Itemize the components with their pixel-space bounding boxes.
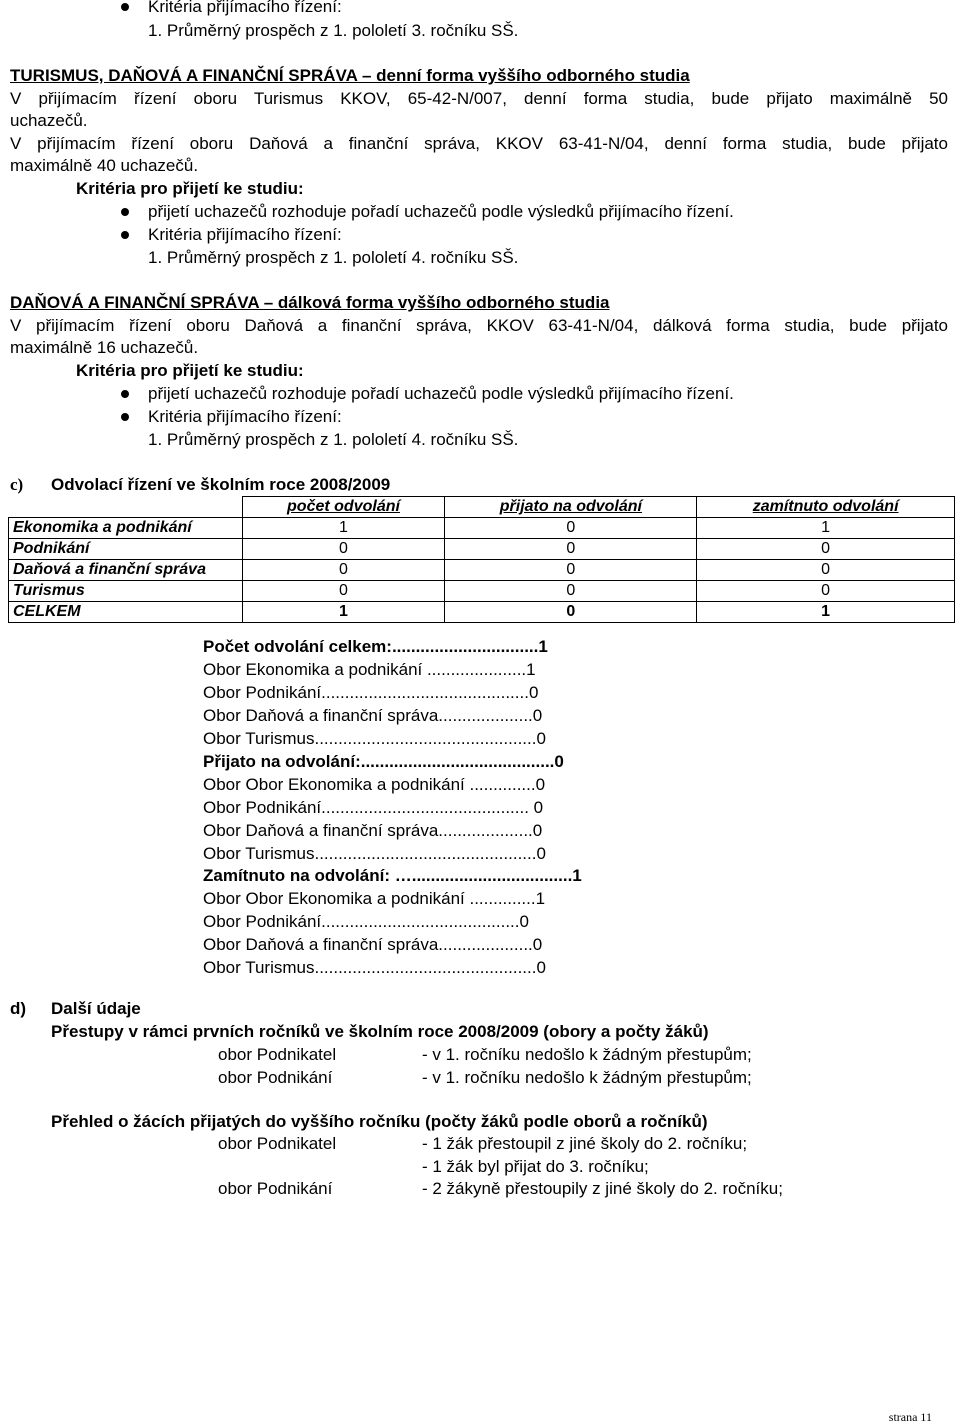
table-cell: 0 [242,539,445,560]
summary-line: Přijato na odvolání:.........................................0 [203,752,564,771]
summary-line: Obor Daňová a finanční správa....................0 [203,935,543,954]
paragraph-line: maximálně 40 uchazečů. [10,156,199,175]
bullet-dot [121,231,129,239]
table-cell: CELKEM [9,602,243,623]
section-heading: DAŇOVÁ A FINANČNÍ SPRÁVA – dálková forma vyššího odborného studia [10,293,610,312]
table-cell: Podnikání [9,539,243,560]
summary-line: Obor Podnikání............................................0 [203,683,539,702]
criteria-title: Kritéria pro přijetí ke studiu: [76,361,304,380]
page-number: strana 11 [888,1410,932,1424]
table-header: počet odvolání [242,497,445,518]
table-header-empty [9,497,243,518]
row-label: obor Podnikatel [218,1045,337,1064]
bullet-dot [121,3,129,11]
paragraph-line: V přijímacím řízení oboru Turismus KKOV, 65-42-N/007, denní forma studia, bude přijato maximálně 50 [10,89,948,108]
bullet-text: Kritéria přijímacího řízení: [148,407,342,426]
table-row [9,560,955,581]
summary-line: Obor Daňová a finanční správa....................0 [203,821,543,840]
appeals-table [8,496,955,623]
table-cell: 1 [242,518,445,539]
table-cell: 1 [697,602,955,623]
summary-line: Zamítnuto na odvolání: …..................................1 [203,866,582,885]
table-cell: 0 [445,560,697,581]
row-text: - 1 žák byl přijat do 3. ročníku; [422,1157,649,1176]
summary-line: Obor Turismus...............................................0 [203,958,546,977]
summary-line: Obor Obor Ekonomika a podnikání ..............0 [203,775,546,794]
criteria-line: 1. Průměrný prospěch z 1. pololetí 3. ročníku SŠ. [148,21,519,40]
criteria-line: 1. Průměrný prospěch z 1. pololetí 4. ročníku SŠ. [148,430,519,449]
criteria-label: Kritéria přijímacího řízení: [148,0,342,16]
section-title: Další údaje [51,999,141,1018]
row-text: - 2 žákyně přestoupily z jiné školy do 2. ročníku; [422,1179,783,1198]
summary-line: Obor Obor Ekonomika a podnikání ..............1 [203,889,546,908]
table-total-row [9,602,955,623]
table-header: přijato na odvolání [445,497,697,518]
table-header-row [9,497,955,518]
summary-line: Obor Daňová a finanční správa....................0 [203,706,543,725]
section-marker: d) [10,999,27,1018]
row-label: obor Podnikatel [218,1134,337,1153]
summary-line: Počet odvolání celkem:...............................1 [203,637,548,656]
table-row [9,581,955,602]
summary-line: Obor Podnikání..........................................0 [203,912,529,931]
section-title: Odvolací řízení ve školním roce 2008/2009 [51,475,391,494]
section-heading: TURISMUS, DAŇOVÁ A FINANČNÍ SPRÁVA – denní forma vyššího odborného studia [10,66,690,85]
paragraph-line: uchazečů. [10,111,88,130]
bullet-dot [121,208,129,216]
summary-line: Obor Ekonomika a podnikání .....................1 [203,660,536,679]
table-cell: Turismus [9,581,243,602]
subsection-title: Přehled o žácích přijatých do vyššího ročníku (počty žáků podle oborů a ročníků) [51,1112,708,1131]
summary-line: Obor Turismus...............................................0 [203,844,546,863]
bullet-dot [121,413,129,421]
table-cell: 1 [697,518,955,539]
table-row [9,518,955,539]
bullet-text: Kritéria přijímacího řízení: [148,225,342,244]
paragraph-line: V přijímacím řízení oboru Daňová a finanční správa, KKOV 63-41-N/04, dálková forma studia, bude přijato [10,316,948,335]
table-cell: Daňová a finanční správa [9,560,243,581]
table-cell: 1 [242,602,445,623]
table-cell: Ekonomika a podnikání [9,518,243,539]
criteria-line: 1. Průměrný prospěch z 1. pololetí 4. ročníku SŠ. [148,248,519,267]
summary-line: Obor Turismus...............................................0 [203,729,546,748]
table-header: zamítnuto odvolání [697,497,955,518]
bullet-text: přijetí uchazečů rozhoduje pořadí uchazečů podle výsledků přijímacího řízení. [148,384,734,403]
summary-line: Obor Podnikání............................................ 0 [203,798,544,817]
paragraph-line: V přijímacím řízení oboru Daňová a finanční správa, KKOV 63-41-N/04, denní forma studia, bude přijato [10,134,948,153]
table-cell: 0 [697,539,955,560]
table-cell: 0 [242,560,445,581]
row-text: - 1 žák přestoupil z jiné školy do 2. ročníku; [422,1134,748,1153]
table-cell: 0 [697,581,955,602]
row-label: obor Podnikání [218,1068,333,1087]
row-text: - v 1. ročníku nedošlo k žádným přestupům; [422,1045,752,1064]
table-row [9,539,955,560]
criteria-title: Kritéria pro přijetí ke studiu: [76,179,304,198]
table-cell: 0 [445,581,697,602]
bullet-dot [121,390,129,398]
row-label: obor Podnikání [218,1179,333,1198]
table-cell: 0 [242,581,445,602]
section-marker: c) [10,475,24,494]
bullet-text: přijetí uchazečů rozhoduje pořadí uchazečů podle výsledků přijímacího řízení. [148,202,734,221]
table-cell: 0 [697,560,955,581]
table-cell: 0 [445,518,697,539]
paragraph-line: maximálně 16 uchazečů. [10,338,199,357]
row-text: - v 1. ročníku nedošlo k žádným přestupům; [422,1068,752,1087]
subsection-title: Přestupy v rámci prvních ročníků ve školním roce 2008/2009 (obory a počty žáků) [51,1022,709,1041]
table-cell: 0 [445,539,697,560]
table-cell: 0 [445,602,697,623]
